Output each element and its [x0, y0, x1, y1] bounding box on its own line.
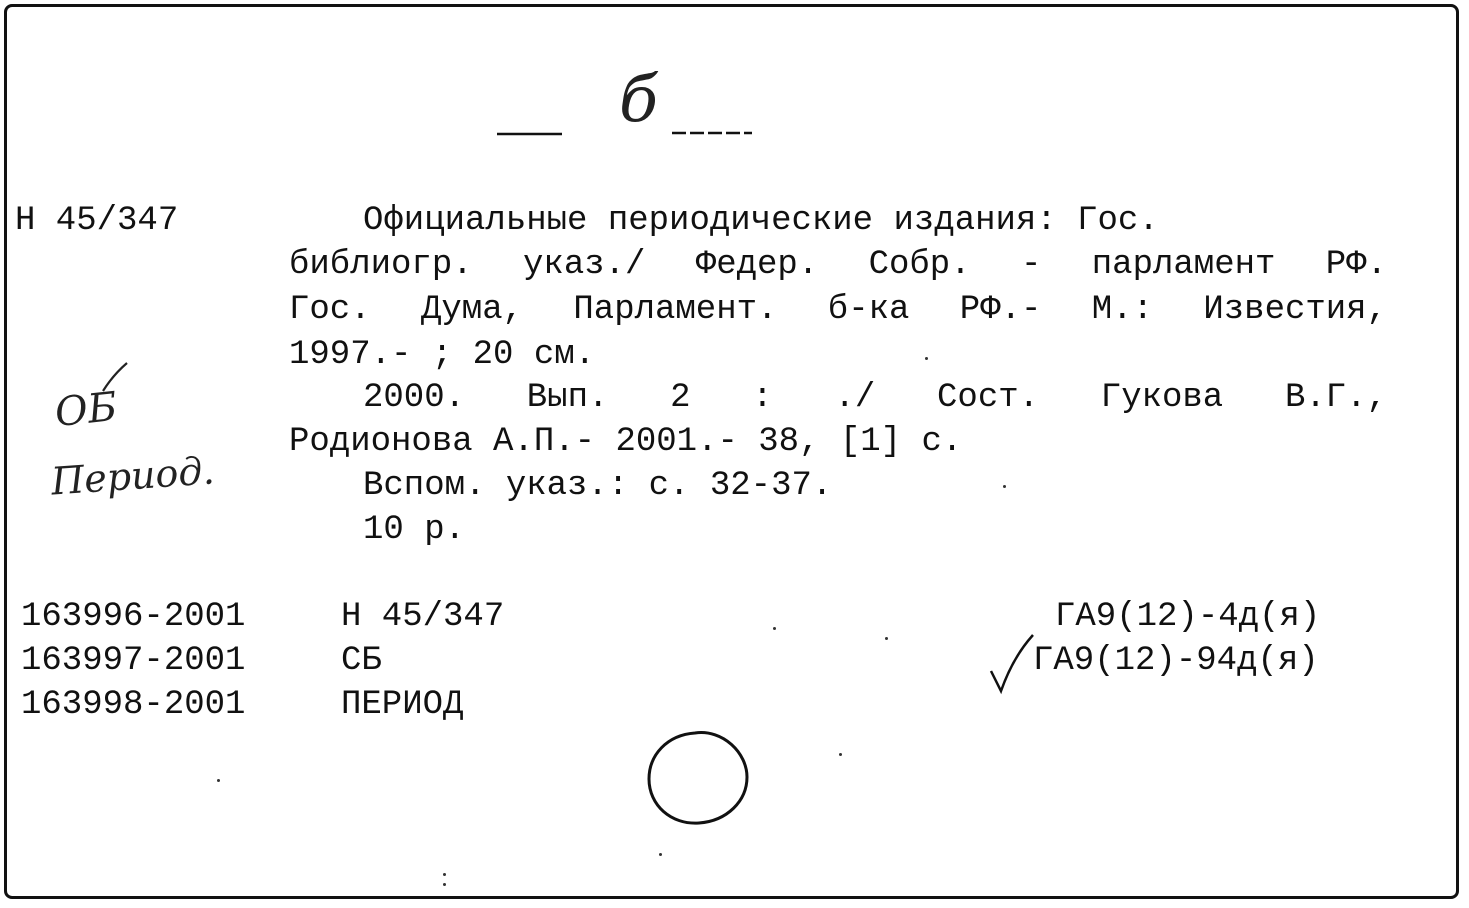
checkmark-icon — [987, 627, 1037, 697]
description-line-2: библиогр. указ./ Федер. Собр. - парламент РФ. — [289, 246, 1387, 284]
page-mark: б — [619, 63, 659, 137]
scan-speck — [1003, 485, 1006, 488]
scan-speck — [217, 779, 220, 782]
scan-speck — [885, 637, 888, 640]
scan-speck — [443, 873, 446, 876]
description-line-4: 1997.- ; 20 см. — [289, 336, 596, 374]
catalog-card — [4, 4, 1459, 899]
copy-number-1: 163996-2001 — [21, 598, 246, 636]
scan-speck — [839, 753, 842, 756]
copy-location-3: ПЕРИОД — [341, 686, 464, 724]
scan-speck — [925, 357, 928, 360]
classification-code-2: ГА9(12)-94д(я) — [1033, 642, 1319, 680]
description-line-5: 2000. Вып. 2 : ./ Сост. Гукова В.Г., — [363, 379, 1387, 417]
margin-note-tick — [99, 359, 139, 399]
classification-code-1: ГА9(12)-4д(я) — [1055, 598, 1321, 636]
shelfmark: Н 45/347 — [15, 202, 179, 240]
description-line-6: Родионова А.П.- 2001.- 38, [1] с. — [289, 423, 963, 461]
copy-location-1: Н 45/347 — [341, 598, 505, 636]
description-line-3: Гос. Дума, Парламент. б-ка РФ.- М.: Известия, — [289, 291, 1387, 329]
copy-number-2: 163997-2001 — [21, 642, 246, 680]
description-line-8: 10 р. — [363, 511, 466, 549]
copy-location-2: СБ — [341, 642, 382, 680]
margin-note-line-2: Период. — [49, 448, 216, 504]
scan-speck — [659, 853, 662, 856]
description-line-1: Официальные периодические издания: Гос. — [363, 202, 1159, 240]
circle-mark — [643, 725, 755, 829]
copy-number-3: 163998-2001 — [21, 686, 246, 724]
margin-note-line-1: ОБ — [52, 383, 120, 437]
description-line-7: Вспом. указ.: с. 32-37. — [363, 467, 833, 505]
scan-speck — [443, 883, 446, 886]
scan-speck — [773, 627, 776, 630]
